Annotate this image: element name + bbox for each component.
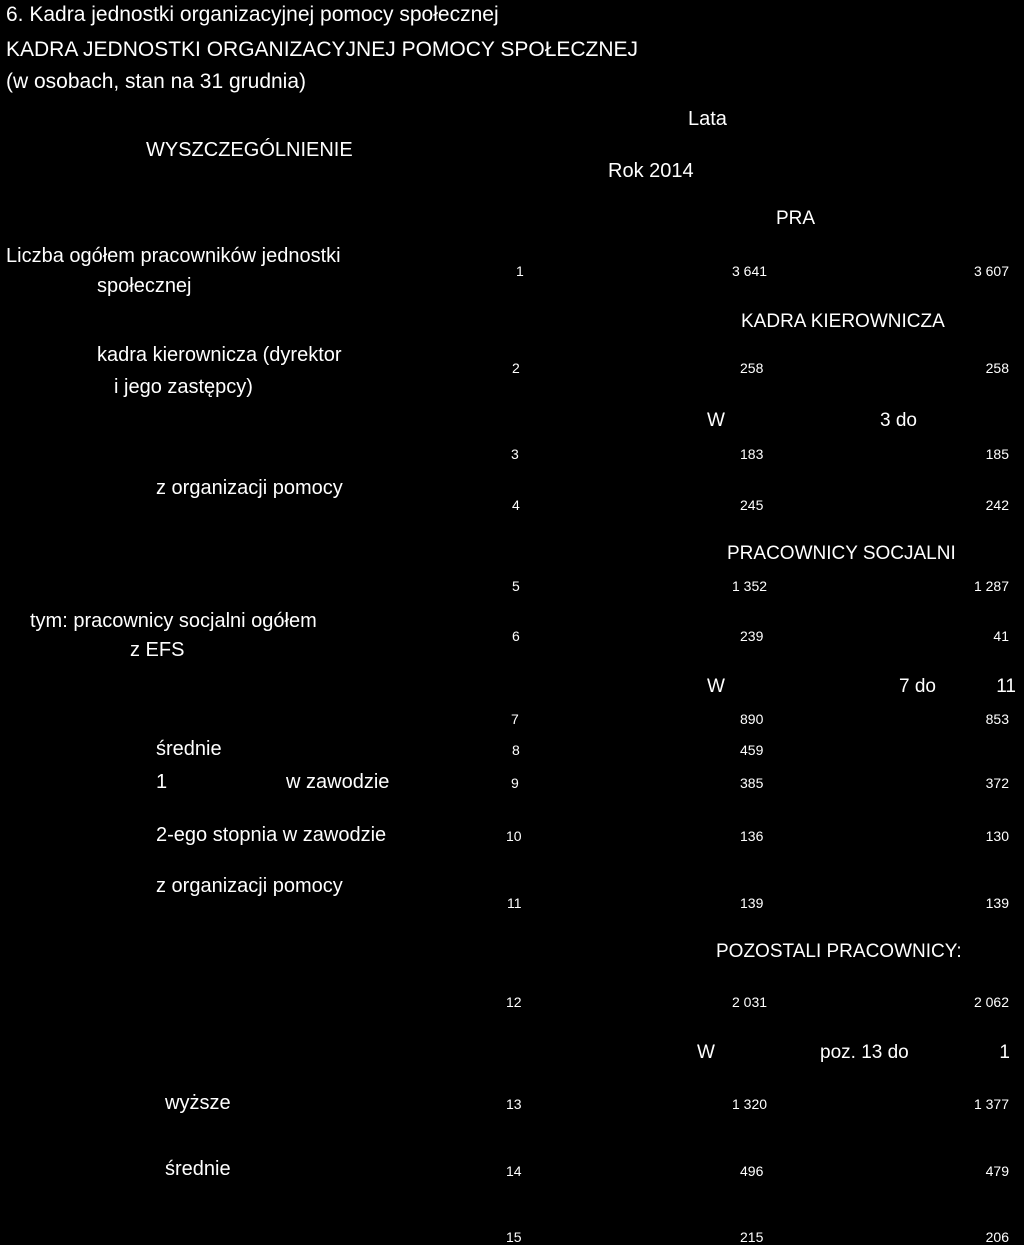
row-15-number: 15 [506, 1229, 522, 1245]
row-14-value-2014: 496 [740, 1163, 764, 1179]
header-partial-text: PRA [776, 208, 816, 229]
row-1-number: 1 [516, 263, 524, 279]
row-11-value-2: 139 [985, 895, 1009, 911]
row-15-value-2: 206 [985, 1229, 1009, 1245]
row-4-label: z organizacji pomocy [156, 477, 343, 499]
section-w-3-do-part1: W [707, 410, 725, 431]
row-1-label-line1: Liczba ogółem pracowników jednostki [6, 245, 341, 267]
header-year-2014: Rok 2014 [608, 160, 694, 182]
section-w-13-do-part2: poz. 13 do [820, 1042, 909, 1063]
row-9-number: 9 [511, 775, 519, 791]
row-6-number: 6 [512, 628, 520, 644]
section-pozostali-pracownicy: POZOSTALI PRACOWNICY: [716, 941, 962, 962]
row-4-value-2: 242 [985, 497, 1009, 513]
row-12-number: 12 [506, 994, 522, 1010]
table-title: KADRA JEDNOSTKI ORGANIZACYJNEJ POMOCY SPOŁECZNEJ [6, 38, 639, 61]
row-5-value-2014: 1 352 [732, 578, 768, 594]
row-1-value-2014: 3 641 [732, 263, 768, 279]
row-8-value-2014: 459 [740, 742, 764, 758]
row-12-value-2014: 2 031 [732, 994, 768, 1010]
row-6-label-line2: z EFS [130, 639, 185, 661]
row-2-label-line2: i jego zastępcy) [114, 376, 253, 398]
row-7-value-2014: 890 [740, 711, 764, 727]
row-2-label-line1: kadra kierownicza (dyrektor [97, 344, 342, 366]
row-11-number: 11 [507, 895, 522, 911]
row-13-label: wyższe [165, 1092, 231, 1114]
row-6-value-2014: 239 [740, 628, 764, 644]
header-years: Lata [688, 108, 727, 130]
row-9-label-part1: 1 [156, 771, 168, 793]
row-13-value-2: 1 377 [973, 1096, 1009, 1112]
row-9-value-2: 372 [985, 775, 1009, 791]
row-13-value-2014: 1 320 [732, 1096, 768, 1112]
row-10-number: 10 [506, 828, 522, 844]
row-7-value-2: 853 [985, 711, 1009, 727]
row-10-value-2014: 136 [740, 828, 764, 844]
row-1-value-2: 3 607 [973, 263, 1009, 279]
row-13-number: 13 [506, 1096, 522, 1112]
row-6-label-line1: tym: pracownicy socjalni ogółem [30, 610, 317, 632]
section-w-3-do-part2: 3 do [880, 410, 917, 431]
row-9-value-2014: 385 [740, 775, 764, 791]
row-3-number: 3 [511, 446, 519, 462]
row-5-value-2: 1 287 [973, 578, 1009, 594]
section-w-7-do-part3: 11 [996, 676, 1016, 697]
section-w-7-do-part1: W [707, 676, 725, 697]
row-14-number: 14 [506, 1163, 522, 1179]
row-2-number: 2 [512, 360, 520, 376]
row-12-value-2: 2 062 [973, 994, 1009, 1010]
row-10-value-2: 130 [985, 828, 1009, 844]
row-1-label-line2: społecznej [97, 275, 192, 297]
section-w-13-do-part1: W [697, 1042, 715, 1063]
section-kadra-kierownicza: KADRA KIEROWNICZA [741, 311, 945, 332]
row-6-value-2: 41 [993, 628, 1009, 644]
row-4-value-2014: 245 [740, 497, 764, 513]
row-7-number: 7 [511, 711, 519, 727]
row-10-label: 2-ego stopnia w zawodzie [156, 824, 387, 846]
header-partial-clip [776, 207, 826, 229]
row-11-label: z organizacji pomocy [156, 875, 343, 897]
row-8-number: 8 [512, 742, 520, 758]
row-14-value-2: 479 [985, 1163, 1009, 1179]
row-14-label: średnie [165, 1158, 231, 1180]
row-9-label-part2: w zawodzie [286, 771, 390, 793]
row-4-number: 4 [512, 497, 520, 513]
row-8-label: średnie [156, 738, 222, 760]
row-5-number: 5 [512, 578, 520, 594]
document-title: 6. Kadra jednostki organizacyjnej pomocy społecznej [6, 3, 499, 26]
row-3-value-2: 185 [985, 446, 1009, 462]
row-15-value-2014: 215 [740, 1229, 764, 1245]
section-w-13-do-part3: 1 [999, 1042, 1010, 1063]
header-label-column: WYSZCZEGÓLNIENIE [146, 139, 353, 161]
table-note: (w osobach, stan na 31 grudnia) [6, 70, 307, 93]
section-pracownicy-socjalni: PRACOWNICY SOCJALNI [727, 543, 956, 564]
section-w-7-do-part2: 7 do [899, 676, 936, 697]
row-2-value-2014: 258 [740, 360, 764, 376]
row-2-value-2: 258 [985, 360, 1009, 376]
row-11-value-2014: 139 [740, 895, 764, 911]
row-3-value-2014: 183 [740, 446, 764, 462]
